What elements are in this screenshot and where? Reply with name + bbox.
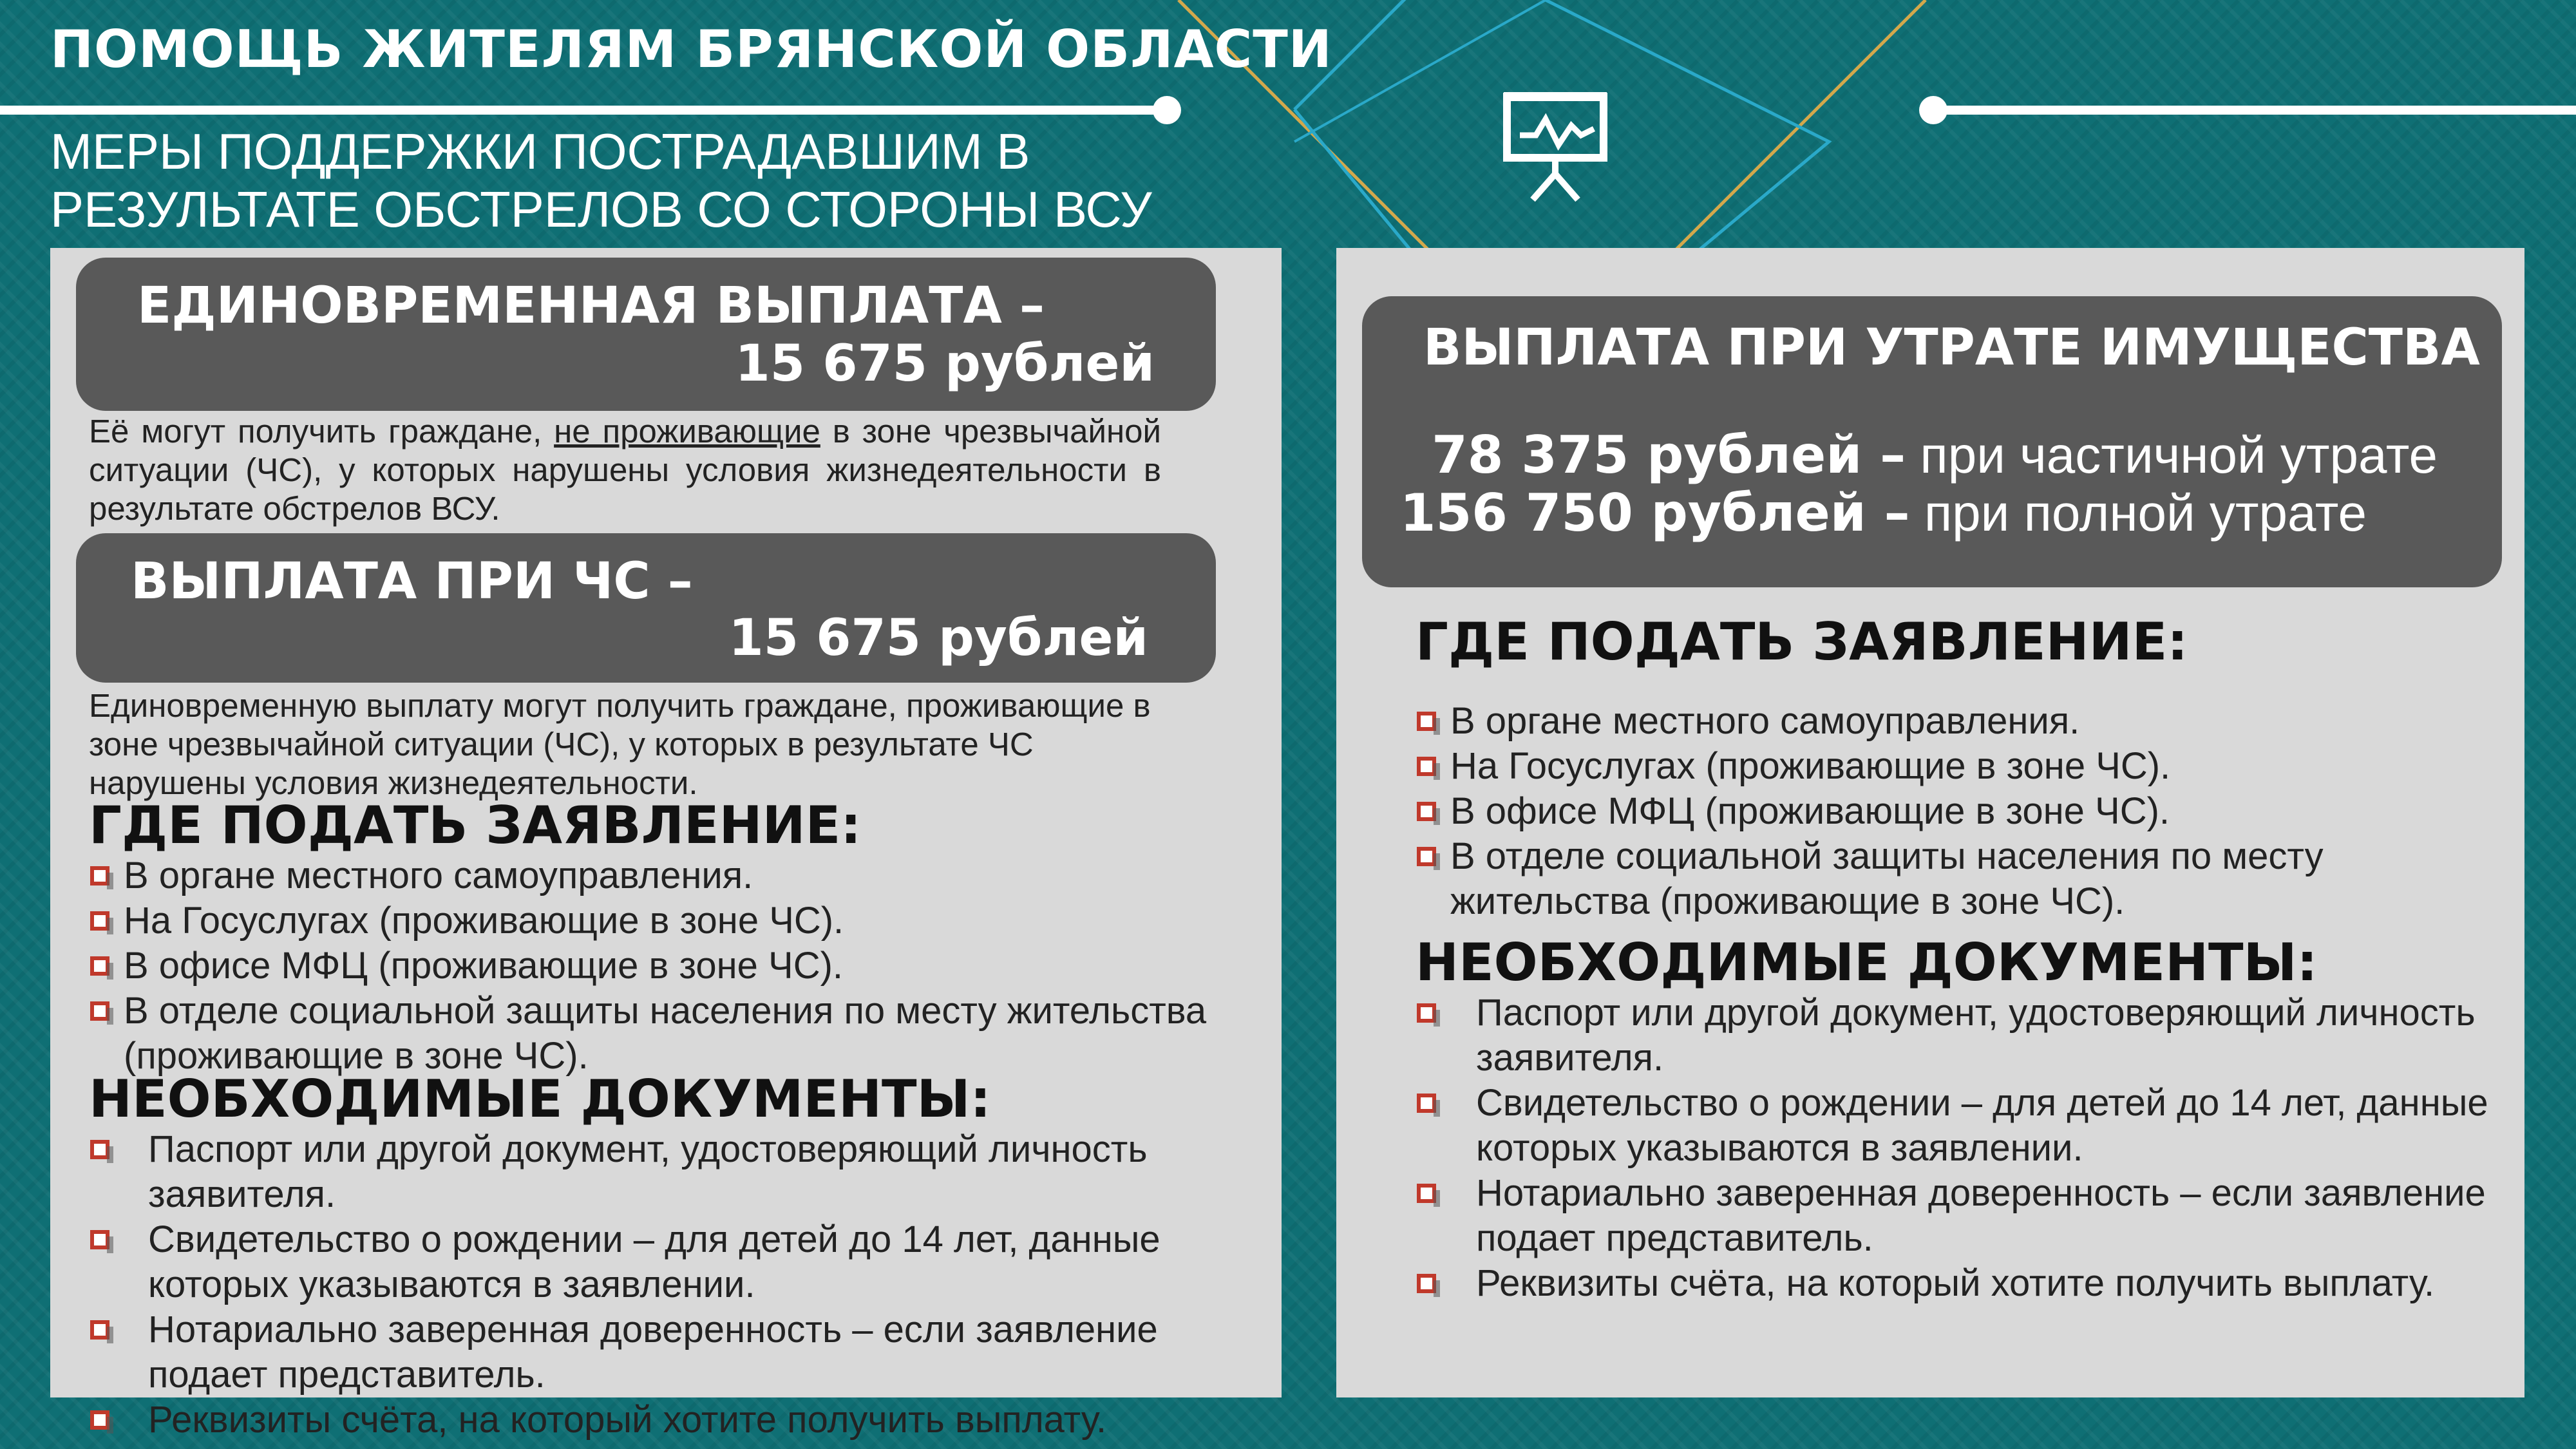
emergency-payment-title: ВЫПЛАТА ПРИ ЧС – xyxy=(131,553,693,611)
checkbox-icon xyxy=(90,1320,109,1340)
checkbox-icon xyxy=(1417,712,1436,731)
partial-loss-amount: 78 375 рублей – xyxy=(1432,425,1906,485)
line-end-dot-left xyxy=(1153,96,1181,124)
not-residing-emphasis: не проживающие xyxy=(554,413,820,450)
list-item: Паспорт или другой документ, удостоверяющий личность заявителя. xyxy=(90,1127,1278,1217)
checkbox-icon xyxy=(1417,802,1436,821)
checkbox-icon xyxy=(90,911,109,931)
full-loss-line xyxy=(1400,483,2367,543)
checkbox-icon xyxy=(1417,1094,1436,1113)
lump-sum-title: ЕДИНОВРЕМЕННАЯ ВЫПЛАТА – xyxy=(137,277,1045,335)
lump-sum-amount: 15 675 рублей xyxy=(735,335,1155,393)
subtitle-line-1: МЕРЫ ПОДДЕРЖКИ ПОСТРАДАВШИМ В xyxy=(50,123,1030,180)
list-item: Нотариально заверенная доверенность – если заявление подает представитель. xyxy=(1417,1171,2499,1261)
checkbox-icon xyxy=(1417,1184,1436,1203)
checkbox-icon xyxy=(1417,1003,1436,1023)
list-item: Реквизиты счёта, на который хотите получить выплату. xyxy=(1417,1261,2499,1306)
right-docs-list xyxy=(1417,990,2499,1306)
list-item: В офисе МФЦ (проживающие в зоне ЧС). xyxy=(1417,789,2421,834)
checkbox-icon xyxy=(1417,757,1436,776)
right-docs-heading: НЕОБХОДИМЫЕ ДОКУМЕНТЫ: xyxy=(1416,933,2318,992)
list-item: В офисе МФЦ (проживающие в зоне ЧС). xyxy=(90,943,1275,989)
list-item: В органе местного самоуправления. xyxy=(90,853,1275,898)
list-item: Реквизиты счёта, на который хотите получить выплату. xyxy=(90,1397,1278,1443)
full-loss-amount: 156 750 рублей – xyxy=(1399,483,1910,543)
presentation-chart-icon xyxy=(1501,90,1616,206)
emergency-payment-description: Единовременную выплату могут получить граждане, проживающие в зоне чрезвычайной ситуации (ЧС), у которых в результате ЧС нарушены условия жизнедеятельности. xyxy=(89,687,1151,801)
list-item: На Госуслугах (проживающие в зоне ЧС). xyxy=(1417,744,2421,789)
checkbox-icon xyxy=(90,1410,109,1430)
emergency-payment-banner xyxy=(76,533,1216,683)
list-item: На Госуслугах (проживающие в зоне ЧС). xyxy=(90,898,1275,943)
checkbox-icon xyxy=(90,1001,109,1021)
list-item: Паспорт или другой документ, удостоверяющий личность заявителя. xyxy=(1417,990,2499,1081)
left-docs-heading: НЕОБХОДИМЫЕ ДОКУМЕНТЫ: xyxy=(89,1069,991,1129)
partial-loss-note: при частичной утрате xyxy=(1906,426,2438,484)
left-where-list xyxy=(90,853,1275,1079)
checkbox-icon xyxy=(90,866,109,886)
emergency-payment-amount: 15 675 рублей xyxy=(728,609,1148,667)
list-item: В органе местного самоуправления. xyxy=(1417,699,2421,744)
property-loss-banner xyxy=(1362,296,2502,587)
right-where-heading: ГДЕ ПОДАТЬ ЗАЯВЛЕНИЕ: xyxy=(1416,612,2188,672)
title-underline-right xyxy=(1932,106,2576,115)
list-item: Нотариально заверенная доверенность – если заявление подает представитель. xyxy=(90,1307,1278,1397)
page-title: ПОМОЩЬ ЖИТЕЛЯМ БРЯНСКОЙ ОБЛАСТИ xyxy=(50,19,1332,79)
list-item: В отделе социальной защиты населения по месту жительства (проживающие в зоне ЧС). xyxy=(1417,834,2421,924)
page-subtitle xyxy=(50,122,1152,238)
checkbox-icon xyxy=(1417,847,1436,866)
left-docs-list xyxy=(90,1127,1278,1443)
full-loss-note: при полной утрате xyxy=(1909,484,2367,542)
checkbox-icon xyxy=(90,1230,109,1249)
right-where-list xyxy=(1417,699,2421,924)
partial-loss-line xyxy=(1432,425,2438,485)
list-item: В отделе социальной защиты населения по месту жительства (проживающие в зоне ЧС). xyxy=(90,989,1275,1079)
checkbox-icon xyxy=(90,1140,109,1159)
list-item: Свидетельство о рождении – для детей до 14 лет, данные которых указываются в заявлении. xyxy=(1417,1081,2499,1171)
left-where-heading: ГДЕ ПОДАТЬ ЗАЯВЛЕНИЕ: xyxy=(89,795,862,855)
subtitle-line-2: РЕЗУЛЬТАТЕ ОБСТРЕЛОВ СО СТОРОНЫ ВСУ xyxy=(50,181,1152,238)
property-loss-title: ВЫПЛАТА ПРИ УТРАТЕ ИМУЩЕСТВА xyxy=(1423,319,2480,377)
lump-sum-description: Её могут получить граждане, не проживающие в зоне чрезвычайной ситуации (ЧС), у которых нарушены условия жизнедеятельности в результате обстрелов ВСУ. xyxy=(89,413,1161,527)
list-item: Свидетельство о рождении – для детей до 14 лет, данные которых указываются в заявлении. xyxy=(90,1217,1278,1307)
checkbox-icon xyxy=(90,956,109,976)
title-underline-left xyxy=(0,106,1159,115)
checkbox-icon xyxy=(1417,1274,1436,1293)
lump-sum-banner xyxy=(76,258,1216,411)
